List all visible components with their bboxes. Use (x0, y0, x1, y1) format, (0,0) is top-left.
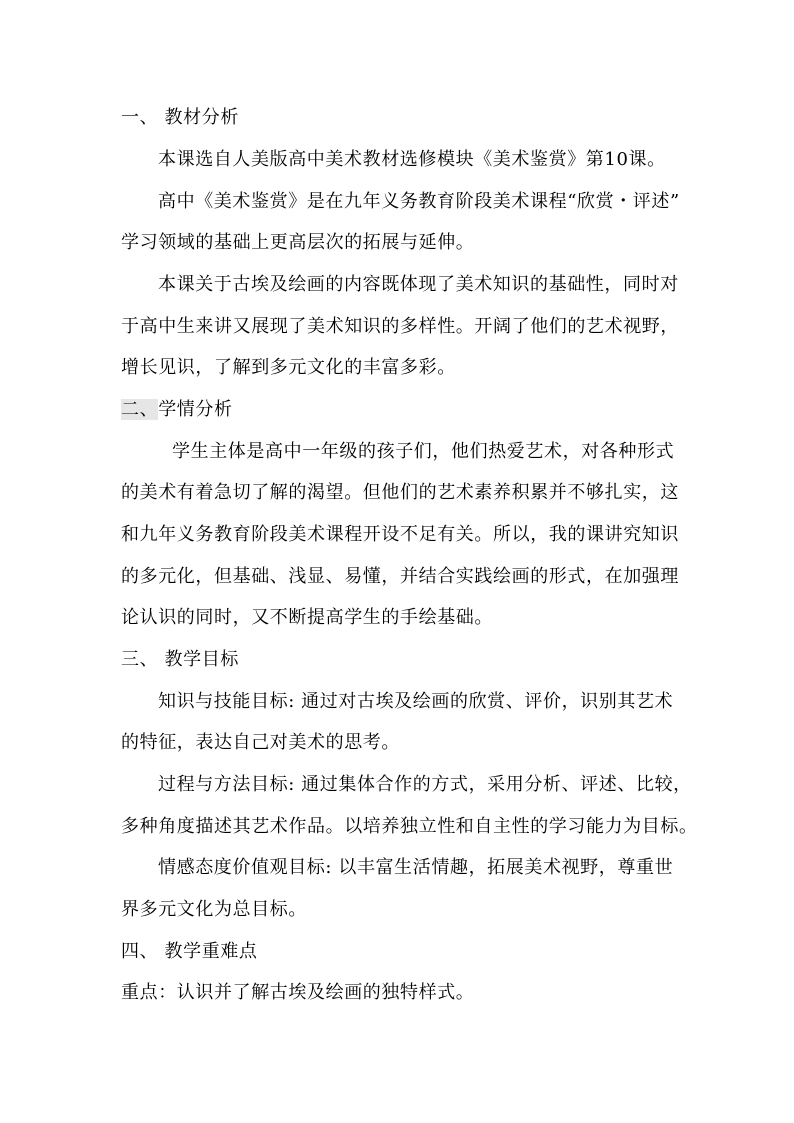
paragraph-line: 高中《美术鉴赏》是在九年义务教育阶段美术课程“欣赏・评述” (158, 191, 680, 212)
highlighted-heading-number: 二、 (121, 399, 159, 420)
paragraph-line: 的美术有着急切了解的渴望。但他们的艺术素养积累并不够扎实，这 (121, 482, 679, 503)
paragraph-line: 增长见识，了解到多元文化的丰富多彩。 (121, 357, 456, 378)
paragraph-line: 学习领域的基础上更高层次的拓展与延伸。 (121, 232, 475, 253)
paragraph-line: 的多元化，但基础、浅显、易懂，并结合实践绘画的形式，在加强理 (121, 566, 679, 587)
paragraph-line: 重点：认识并了解古埃及绘画的独特样式。 (121, 982, 475, 1003)
paragraph-line: 本课关于古埃及绘画的内容既体现了美术知识的基础性，同时对 (158, 274, 679, 295)
paragraph-line: 过程与方法目标: 通过集体合作的方式，采用分析、评述、比较， (158, 774, 692, 795)
section-heading-4: 四、 教学重难点 (121, 941, 258, 962)
paragraph-line: 于高中生来讲又展现了美术知识的多样性。开阔了他们的艺术视野， (121, 316, 679, 337)
section-heading-text: 学情分析 (158, 399, 233, 420)
paragraph-line: 界多元文化为总目标。 (121, 899, 307, 920)
paragraph-line: 论认识的同时，又不断提高学生的手绘基础。 (121, 607, 493, 628)
paragraph-line: 情感态度价值观目标: 以丰富生活情趣，拓展美术视野，尊重世 (158, 857, 674, 878)
paragraph-line: 学生主体是高中一年级的孩子们，他们热爱艺术，对各种形式 (172, 441, 675, 462)
paragraph-line: 多种角度描述其艺术作品。以培养独立性和自主性的学习能力为目标。 (121, 816, 698, 837)
section-heading-1: 一、 教材分析 (121, 107, 239, 128)
section-heading-2 (121, 398, 233, 422)
section-heading-3: 三、 教学目标 (121, 649, 239, 670)
paragraph-line: 本课选自人美版高中美术教材选修模块《美术鉴赏》第10课。 (158, 149, 666, 170)
paragraph-line: 和九年义务教育阶段美术课程开设不足有关。所以，我的课讲究知识 (121, 524, 679, 545)
paragraph-line: 知识与技能目标: 通过对古埃及绘画的欣赏、评价，识别其艺术 (158, 691, 674, 712)
paragraph-line: 的特征，表达自己对美术的思考。 (121, 732, 400, 753)
